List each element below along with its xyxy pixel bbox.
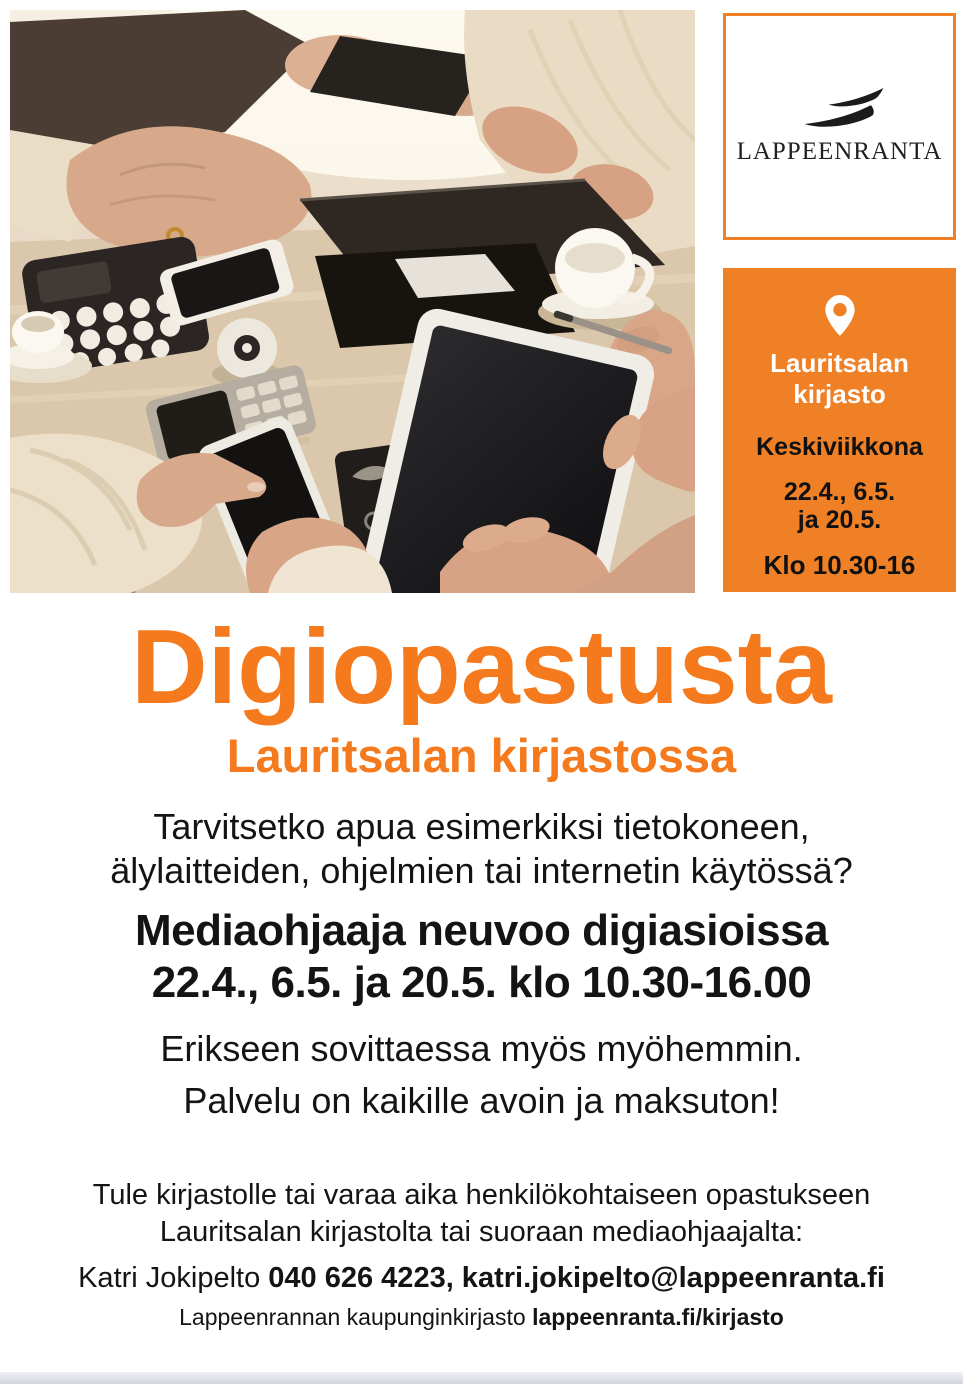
notes-paragraph [0, 1023, 963, 1127]
event-weekday: Keskiviikkona [756, 433, 923, 461]
event-dates [723, 478, 956, 534]
contact-name: Katri Jokipelto [78, 1262, 269, 1294]
bottom-edge-bar [0, 1372, 963, 1384]
event-time: Klo 10.30-16 [763, 550, 916, 580]
location-line2: kirjasto [793, 379, 886, 409]
cta-paragraph [0, 1177, 963, 1251]
cta-line2: Lauritsalan kirjastolta tai suoraan mediaohjaajalta: [159, 1216, 804, 1248]
lappeenranta-logo-box [723, 13, 956, 240]
highlight-line1: Mediaohjaaja neuvoo digiasioissa [134, 906, 829, 955]
dates-line2: ja 20.5. [797, 506, 882, 534]
location-line1: Lauritsalan [770, 348, 909, 378]
note-free-service: Palvelu on kaikille avoin ja maksuton! [183, 1080, 780, 1121]
wave-icon [794, 88, 886, 128]
pin-icon [824, 294, 856, 337]
event-info-box [723, 268, 956, 592]
intro-line2: älylaitteiden, ohjelmien tai internetin käytössä? [110, 850, 853, 891]
lappeenranta-wordmark: LAPPEENRANTA [736, 137, 943, 165]
contact-line [0, 1261, 963, 1295]
cta-line1: Tule kirjastolle tai varaa aika henkilökohtaiseen opastukseen [92, 1179, 871, 1211]
lappeenranta-wave-logo-icon [794, 88, 886, 128]
contact-phone-email: 040 626 4223, katri.jokipelto@lappeenranta.fi [268, 1262, 885, 1294]
footer-line [0, 1303, 963, 1331]
poster-title: Digiopastusta [131, 608, 832, 726]
intro-line1: Tarvitsetko apua esimerkiksi tietokoneen, [153, 806, 810, 847]
location-name [723, 348, 956, 410]
photo-illustration [10, 10, 695, 593]
footer-website: lappeenranta.fi/kirjasto [532, 1304, 784, 1330]
highlight-line2: 22.4., 6.5. ja 20.5. klo 10.30-16.00 [151, 958, 812, 1007]
dates-line1: 22.4., 6.5. [783, 478, 896, 506]
seniors-using-devices-photo [10, 10, 695, 593]
highlight-paragraph [0, 905, 963, 1009]
note-arrangement: Erikseen sovittaessa myös myöhemmin. [160, 1028, 803, 1069]
poster-subtitle: Lauritsalan kirjastossa [226, 728, 737, 782]
location-pin-icon [824, 294, 856, 337]
intro-paragraph [0, 805, 963, 893]
poster-content [0, 600, 963, 1331]
footer-library-name: Lappeenrannan kaupunginkirjasto [179, 1304, 533, 1330]
